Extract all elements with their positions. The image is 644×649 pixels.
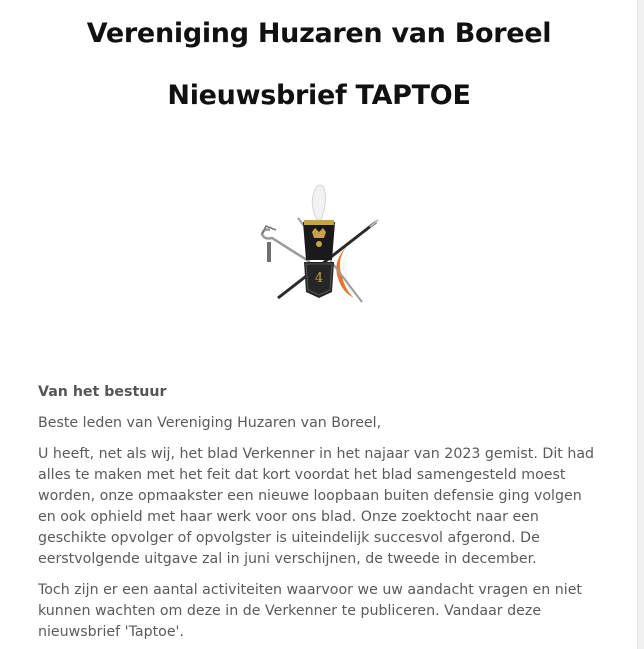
page-title: Vereniging Huzaren van Boreel [86, 18, 552, 49]
section-heading: Van het bestuur [38, 384, 167, 400]
body-paragraph: U heeft, net als wij, het blad Verkenner in het najaar van 2023 gemist. Dit had alles te maken met het feit dat kort voordat het blad samengesteld moest worden, onze opmaakster een nieuwe loopbaan buiten defensie ging volgen en ook ophield met haar werk voor ons blad. Onze zoektocht naar een geschikte opvolger of opvolgster is uiteindelijk succesvol afgerond. De eerstvolgende uitgave zal in juni verschijnen, de tweede in december. [38, 446, 595, 567]
newsletter-subtitle: Nieuwsbrief TAPTOE [167, 80, 471, 111]
svg-text:4: 4 [314, 271, 324, 286]
emblem [250, 180, 385, 305]
sabre-icon [262, 226, 310, 262]
hussar-shako-emblem-icon [250, 180, 385, 305]
scrollbar[interactable] [637, 0, 644, 649]
newsletter-body [38, 382, 600, 649]
greeting-text: Beste leden van Vereniging Huzaren van Boreel, [38, 415, 382, 431]
body-paragraph: Toch zijn er een aantal activiteiten waarvoor we uw aandacht vragen en niet kunnen wachten om deze in de Verkenner te publiceren. Vandaar deze nieuwsbrief 'Taptoe'. [38, 582, 582, 640]
plume-icon [312, 185, 325, 220]
